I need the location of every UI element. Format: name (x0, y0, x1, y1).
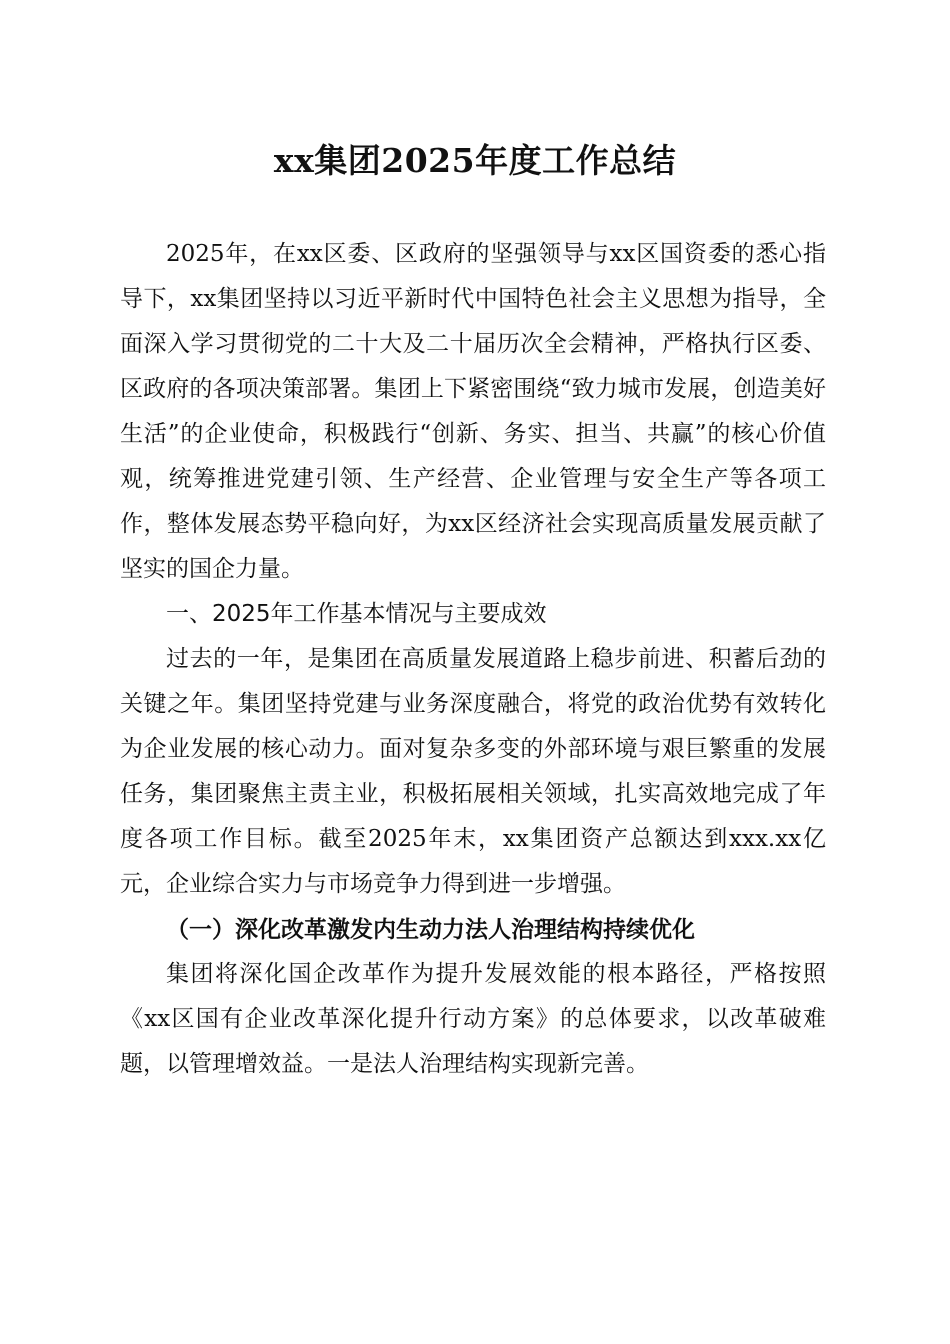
intro-paragraph: 2025年，在xx区委、区政府的坚强领导与xx区国资委的悉心指导下，xx集团坚持以习近平新时代中国特色社会主义思想为指导，全面深入学习贯彻党的二十大及二十届历次全会精神，严格执行区委、区政府的各项决策部署。集团上下紧密围绕“致力城市发展，创造美好生活”的企业使命，积极践行“创新、务实、担当、共赢”的核心价值观，统筹推进党建引领、生产经营、企业管理与安全生产等各项工作，整体发展态势平稳向好，为xx区经济社会实现高质量发展贡献了坚实的国企力量。 (120, 241, 826, 582)
section-1-paragraph: 过去的一年，是集团在高质量发展道路上稳步前进、积蓄后劲的关键之年。集团坚持党建与业务深度融合，将党的政治优势有效转化为企业发展的核心动力。面对复杂多变的外部环境与艰巨繁重的发展任务，集团聚焦主责主业，积极拓展相关领域，扎实高效地完成了年度各项工作目标。截至2025年末，xx集团资产总额达到xxx.xx亿元，企业综合实力与市场竞争力得到进一步增强。 (120, 646, 826, 897)
subsection-1-paragraph: 集团将深化国企改革作为提升发展效能的根本路径，严格按照《xx区国有企业改革深化提升行动方案》的总体要求，以改革破难题，以管理增效益。一是法人治理结构实现新完善。 (120, 961, 826, 1077)
subsection-heading-1: （一）深化改革激发内生动力法人治理结构持续优化 (166, 916, 695, 943)
section-heading-1: 一、2025年工作基本情况与主要成效 (166, 601, 547, 627)
document-title: xx集团2025年度工作总结 (273, 141, 677, 180)
document-body (120, 232, 826, 1087)
